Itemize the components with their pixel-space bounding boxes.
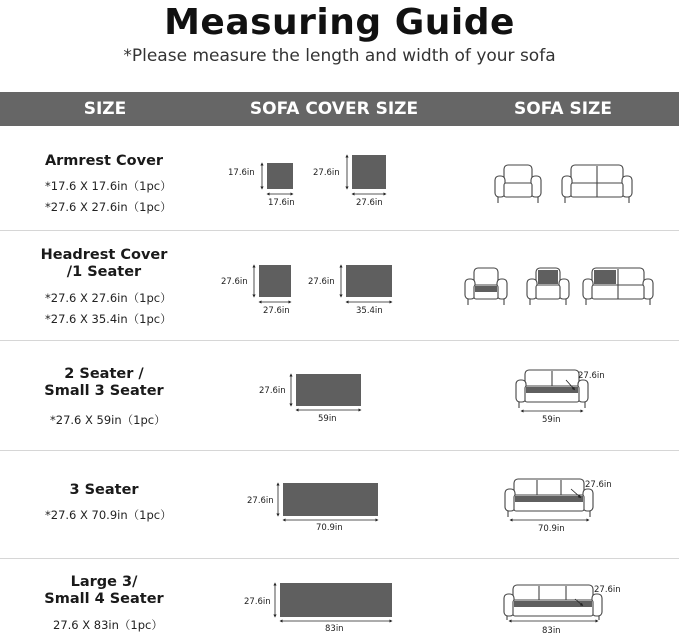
dim-label: 59in bbox=[542, 415, 561, 425]
row-armrest-spec: *27.6 X 27.6in（1pc） bbox=[45, 200, 172, 214]
dim-label: 83in bbox=[325, 624, 344, 634]
row-headrest-spec: *27.6 X 27.6in（1pc） bbox=[45, 291, 172, 305]
swatch-armrest-large bbox=[313, 155, 386, 208]
dim-label: 27.6in bbox=[585, 480, 612, 490]
header-sofa: SOFA SIZE bbox=[514, 99, 612, 119]
dim-label: 17.6in bbox=[268, 198, 295, 208]
sofa-3seater-icon bbox=[505, 479, 593, 517]
row-3seater-name: 3 Seater bbox=[69, 482, 139, 498]
page-subtitle: *Please measure the length and width of your sofa bbox=[123, 46, 556, 66]
header-size: SIZE bbox=[83, 99, 127, 119]
dim-label: 27.6in bbox=[356, 198, 383, 208]
loveseat-icon bbox=[562, 165, 632, 203]
dim-label: 27.6in bbox=[221, 277, 248, 287]
page-title: Measuring Guide bbox=[164, 2, 515, 43]
row-armrest-spec: *17.6 X 17.6in（1pc） bbox=[45, 179, 172, 193]
row-armrest-name: Armrest Cover bbox=[44, 153, 164, 169]
sofa-large3-icon bbox=[504, 585, 602, 620]
armchair-icon bbox=[495, 165, 541, 203]
row-headrest-name: Headrest Cover bbox=[40, 247, 168, 263]
swatch-large3 bbox=[244, 583, 392, 634]
swatch-headrest-square bbox=[221, 265, 291, 316]
row-2seater-spec: *27.6 X 59in（1pc） bbox=[50, 413, 166, 427]
dim-label: 27.6in bbox=[308, 277, 335, 287]
row-large3-name-2: Small 4 Seater bbox=[44, 591, 164, 607]
row-2seater-name-2: Small 3 Seater bbox=[44, 383, 164, 399]
dim-label: 59in bbox=[318, 414, 337, 424]
swatch-armrest-small bbox=[228, 163, 295, 208]
dim-label: 35.4in bbox=[356, 306, 383, 316]
dim-label: 70.9in bbox=[316, 523, 343, 533]
dim-label: 27.6in bbox=[247, 496, 274, 506]
dim-label: 70.9in bbox=[538, 524, 565, 534]
armchair-seat-icon bbox=[465, 268, 507, 305]
header-cover: SOFA COVER SIZE bbox=[249, 99, 419, 119]
dim-label: 27.6in bbox=[578, 371, 605, 381]
armchair-headrest-icon bbox=[527, 268, 569, 305]
swatch-3seater bbox=[247, 483, 378, 533]
row-headrest-name-2: /1 Seater bbox=[66, 264, 142, 280]
dim-label: 27.6in bbox=[244, 597, 271, 607]
swatch-headrest-rect bbox=[308, 265, 392, 316]
dim-label: 83in bbox=[542, 626, 561, 635]
row-large3-spec: 27.6 X 83in（1pc） bbox=[53, 618, 163, 632]
dim-label: 27.6in bbox=[594, 585, 621, 595]
row-headrest-spec: *27.6 X 35.4in（1pc） bbox=[45, 312, 172, 326]
swatch-2seater bbox=[259, 374, 361, 424]
row-3seater-spec: *27.6 X 70.9in（1pc） bbox=[45, 508, 172, 522]
dim-label: 17.6in bbox=[228, 168, 255, 178]
dim-label: 27.6in bbox=[259, 386, 286, 396]
row-2seater-name: 2 Seater / bbox=[64, 366, 144, 382]
loveseat-headrest-icon bbox=[583, 268, 653, 305]
dim-label: 27.6in bbox=[263, 306, 290, 316]
dim-label: 27.6in bbox=[313, 168, 340, 178]
row-large3-name: Large 3/ bbox=[70, 574, 138, 590]
